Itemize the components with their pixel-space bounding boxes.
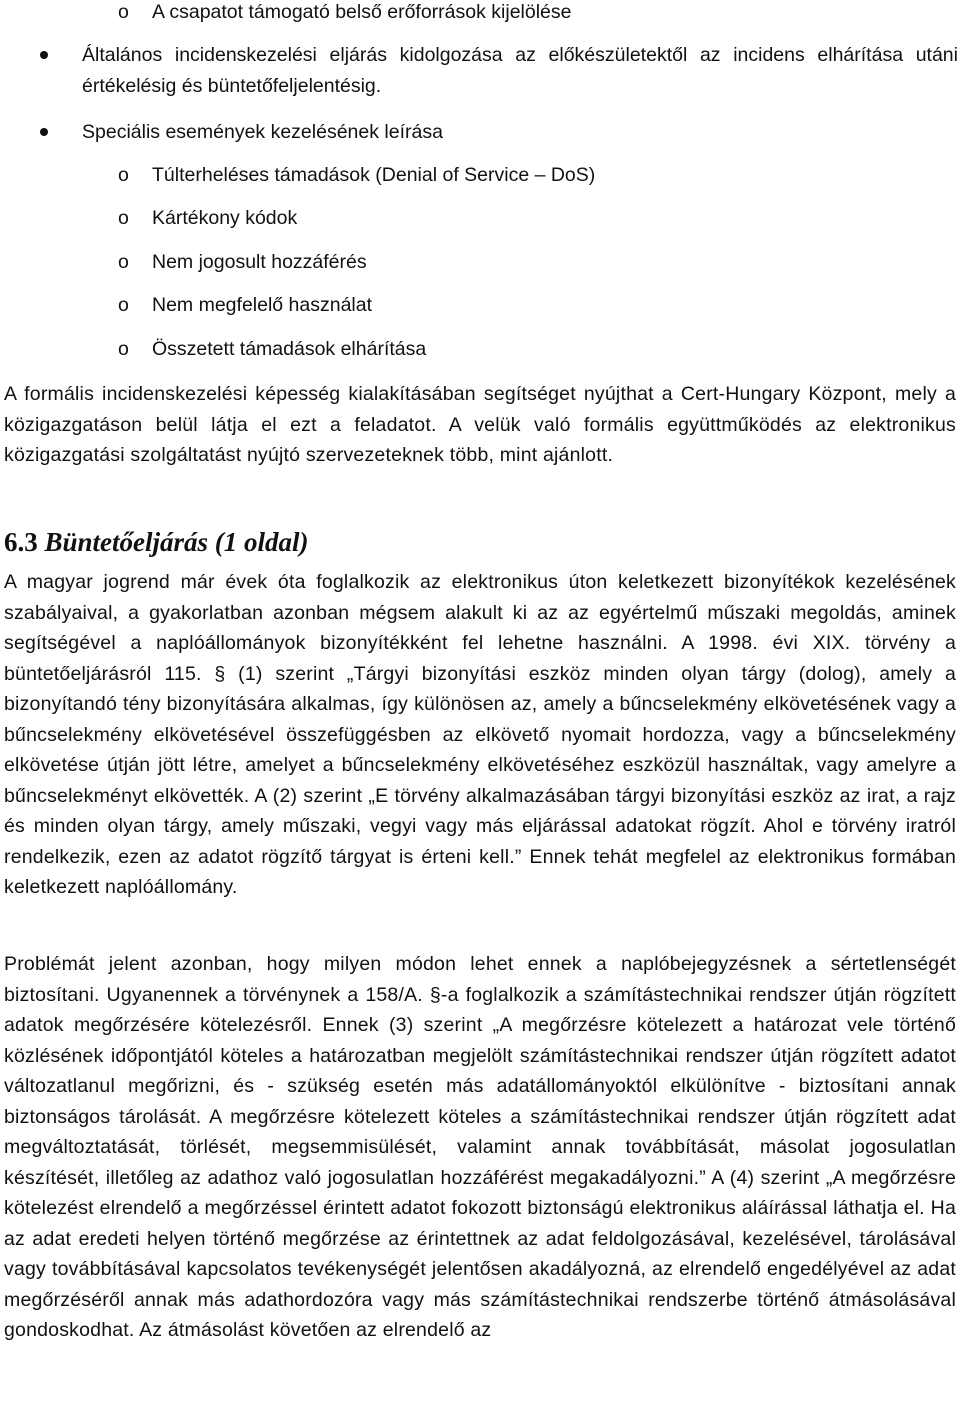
sub-item-marker: o <box>118 207 129 229</box>
section-title: Büntetőeljárás (1 oldal) <box>44 527 309 557</box>
sub-item: Összetett támadások elhárítása <box>152 338 427 360</box>
sub-item: Túlterheléses támadások (Denial of Service – DoS) <box>152 164 596 186</box>
sub-item: Kártékony kódok <box>152 207 298 229</box>
sub-item-marker: o <box>118 338 129 360</box>
bullet-icon <box>40 128 48 136</box>
sub-item-marker: o <box>118 1 129 23</box>
sub-item-marker: o <box>118 164 129 186</box>
paragraph-cert: A formális incidenskezelési képesség kialakításában segítséget nyújthat a Cert-Hungary Központ, mely a közigazgatáson belül látja el ezt a feladatot. A velük való formális együttműködés az elektronikus közigazgatási szolgáltatást nyújtó szervezeteknek több, mint ajánlott. <box>4 383 956 466</box>
sub-item-marker: o <box>118 251 129 273</box>
bullet-item: Speciális események kezelésének leírása <box>82 121 443 143</box>
sub-item: A csapatot támogató belső erőforrások kijelölése <box>152 1 572 23</box>
paragraph-law: A magyar jogrend már évek óta foglalkozik az elektronikus úton keletkezett bizonyítékok kezelésének szabályaival, a gyakorlatban azonban mégsem alakult ki az az egyértelmű műszaki megoldás, aminek segítségével a naplóállományok bizonyítékként fel lehetne használni. A 1998. évi XIX. törvény a büntetőeljárásról 115. § (1) szerint „Tárgyi bizonyítási eszköz minden olyan tárgy (dolog), amely a bizonyítandó tény bizonyítására alkalmas, így különösen az, amely a bűncselekmény elkövetésének vagy a bűncselekmény elkövetésével összefüggésben az elkövető nyomait hordozza, vagy a bűncselekmény elkövetése útján jött létre, amelyet a bűncselekmény elkövetéséhez eszközül használtak, vagy amelyre a bűncselekményt elkövették. A (2) szerint „E törvény alkalmazásában tárgyi bizonyítási eszköz az irat, a rajz és minden olyan tárgy, amely műszaki, vegyi vagy más eljárással adatokat rögzít. Ahol e törvény iratról rendelkezik, ezen az adatot rögzítő tárgyat is érteni kell.” Ennek tehát megfelel az elektronikus formában keletkezett naplóállomány. <box>4 571 956 898</box>
bullet-icon <box>40 51 48 59</box>
section-heading <box>4 524 309 560</box>
sub-item-marker: o <box>118 294 129 316</box>
paragraph-problem: Problémát jelent azonban, hogy milyen módon lehet ennek a naplóbejegyzésnek a sértetlenségét biztosítani. Ugyanennek a törvénynek a 158/A. §-a foglalkozik a számítástechnikai rendszer útján rögzített adatok megőrzésére kötelezésről. Ennek (3) szerint „A megőrzésre kötelezett a határozat vele történő közlésének időpontjától köteles a határozatban megjelölt számítástechnikai rendszer útján rögzített adatot változatlanul megőrizni, és - szükség esetén más adatállományoktól elkülönítve - biztosítani annak biztonságos tárolását. A megőrzésre kötelezett köteles a számítástechnikai rendszer útján rögzített adat megváltoztatását, törlését, megsemmisülését, valamint annak továbbítását, másolat jogosulatlan készítését, illetőleg az adathoz való jogosulatlan hozzáférést megakadályozni.” A (4) szerint „A megőrzésre kötelezést elrendelő a megőrzéssel érintett adatot fokozott biztonságú elektronikus aláírással láthatja el. Ha az adat eredeti helyen történő megőrzése az érintettnek az adat feldolgozásával, kezelésével, tárolásával vagy továbbításával kapcsolatos tevékenységét jelentősen akadályozná, az elrendelő engedélyével az adat megőrzéséről annak más adathordozóra vagy más számítástechnikai rendszerbe történő átmásolásával gondoskodhat. Az átmásolást követően az elrendelő az <box>4 953 956 1341</box>
sub-item: Nem jogosult hozzáférés <box>152 251 367 273</box>
bullet-item: Általános incidenskezelési eljárás kidolgozása az előkészületektől az incidens elhárítása utáni értékelésig és büntetőfeljelentésig. <box>82 44 958 97</box>
section-number: 6.3 <box>4 527 38 557</box>
sub-item: Nem megfelelő használat <box>152 294 373 316</box>
